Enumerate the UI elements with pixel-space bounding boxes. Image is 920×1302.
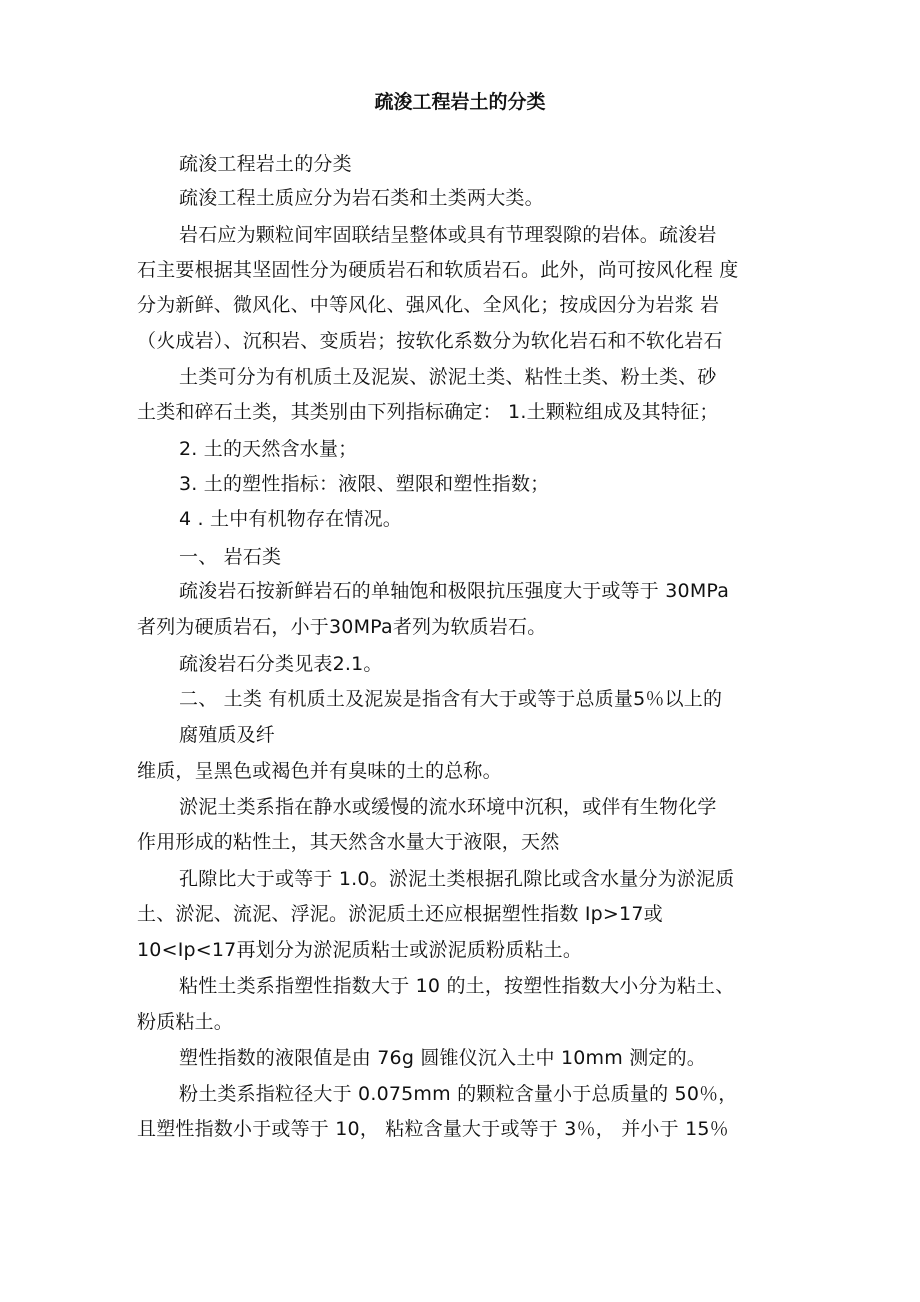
list-item: 4 . 土中有机物存在情况。	[179, 508, 403, 530]
section-heading: 二、 土类 有机质土及泥炭是指含有大于或等于总质量5％以上的	[179, 688, 723, 710]
paragraph-line: 土、淤泥、流泥、浮泥。淤泥质土还应根据塑性指数 Ip>17或	[137, 903, 663, 925]
paragraph-line: 岩石应为颗粒间牢固联结呈整体或具有节理裂隙的岩体。疏浚岩	[179, 224, 717, 246]
paragraph-line: 且塑性指数小于或等于 10， 粘粒含量大于或等于 3％， 并小于 15％	[137, 1118, 729, 1140]
paragraph-line: 疏浚工程土质应分为岩石类和土类两大类。	[179, 187, 544, 209]
paragraph-line: 疏浚岩石按新鲜岩石的单轴饱和极限抗压强度大于或等于 30MPa	[179, 580, 730, 602]
paragraph-line: （火成岩）、沉积岩、变质岩；按软化系数分为软化岩石和不软化岩石	[137, 330, 723, 352]
paragraph-line: 腐殖质及纤	[179, 724, 276, 746]
list-item: 3. 土的塑性指标：液限、塑限和塑性指数；	[179, 473, 550, 495]
paragraph-line: 粉土类系指粒径大于 0.075mm 的颗粒含量小于总质量的 50％，	[179, 1083, 738, 1105]
paragraph-line: 石主要根据其坚固性分为硬质岩石和软质岩石。此外，尚可按风化程 度	[137, 259, 739, 281]
paragraph-line: 疏浚岩石分类见表2.1。	[179, 653, 383, 675]
paragraph-line: 粘性土类系指塑性指数大于 10 的土，按塑性指数大小分为粘土、	[179, 975, 735, 997]
document-title: 疏浚工程岩土的分类	[374, 91, 546, 113]
paragraph-line: 作用形成的粘性土，其天然含水量大于液限，天然	[137, 831, 560, 853]
paragraph-line: 疏浚工程岩土的分类	[179, 153, 352, 175]
paragraph-line: 土类可分为有机质土及泥炭、淤泥土类、粘性土类、粉土类、砂	[179, 366, 717, 388]
paragraph-line: 塑性指数的液限值是由 76g 圆锥仪沉入土中 10mm 测定的。	[179, 1047, 706, 1069]
list-item: 2. 土的天然含水量；	[179, 438, 358, 460]
paragraph-line: 者列为硬质岩石，小于30MPa者列为软质岩石。	[137, 616, 547, 638]
paragraph-line: 土类和碎石土类，其类别由下列指标确定： 1.土颗粒组成及其特征；	[137, 401, 719, 423]
paragraph-line: 维质，呈黑色或褐色并有臭味的土的总称。	[137, 760, 502, 782]
paragraph-line: 孔隙比大于或等于 1.0。淤泥土类根据孔隙比或含水量分为淤泥质	[179, 868, 735, 890]
paragraph-line: 粉质粘土。	[137, 1011, 234, 1033]
section-heading: 一、 岩石类	[179, 546, 282, 568]
paragraph-line: 分为新鲜、微风化、中等风化、强风化、全风化；按成因分为岩浆 岩	[137, 294, 720, 316]
paragraph-line: 10<Ip<17再划分为淤泥质粘士或淤泥质粉质粘土。	[137, 939, 583, 961]
paragraph-line: 淤泥土类系指在静水或缓慢的流水环境中沉积，或伴有生物化学	[179, 796, 717, 818]
